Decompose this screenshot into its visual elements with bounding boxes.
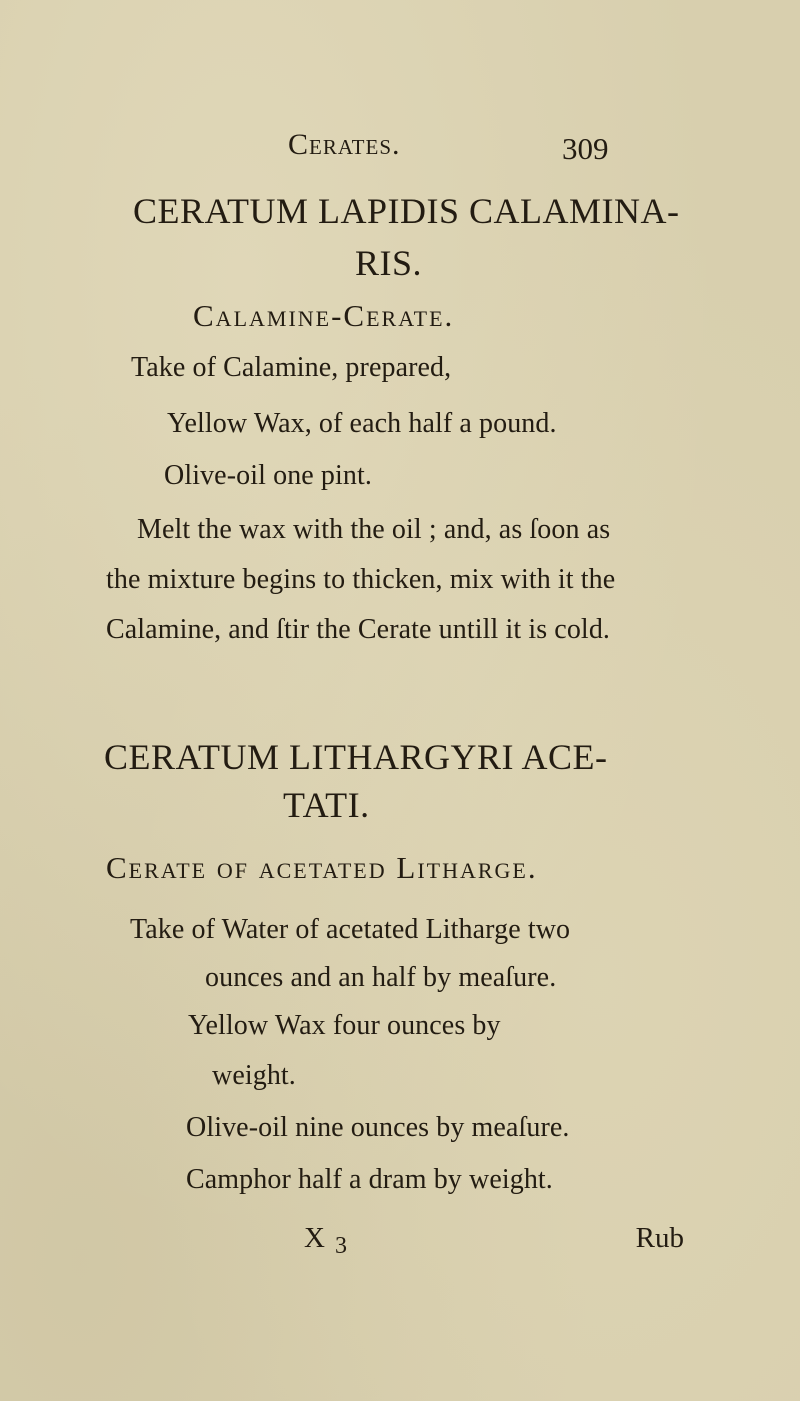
section-2-ingredient-2-line-1: Yellow Wax four ounces by xyxy=(188,1010,501,1041)
section-2-title-line-2: TATI. xyxy=(283,785,370,825)
section-2-subtitle: Cerate of acetated Litharge. xyxy=(106,850,538,885)
catchword: Rub xyxy=(635,1222,684,1254)
section-1-ingredient-3: Olive-oil one pint. xyxy=(164,460,372,491)
signature-letter: X xyxy=(304,1222,325,1254)
section-2-ingredient-1-line-1: Take of Water of acetated Litharge two xyxy=(130,914,571,945)
section-1-instruction-line-1: Melt the wax with the oil ; and, as ſoon as xyxy=(137,514,611,545)
section-1-instruction-line-2: the mixture begins to thicken, mix with it the xyxy=(106,564,616,595)
section-1-ingredient-1: Take of Calamine, prepared, xyxy=(131,352,452,383)
section-1-title-line-2: RIS. xyxy=(355,243,423,283)
section-1-subtitle: Calamine-Cerate. xyxy=(193,298,455,333)
signature-number: 3 xyxy=(334,1233,347,1259)
section-2-ingredient-4: Camphor half a dram by weight. xyxy=(186,1164,553,1195)
section-1-ingredient-2: Yellow Wax, of each half a pound. xyxy=(167,408,557,439)
page-number: 309 xyxy=(562,131,609,166)
signature-mark xyxy=(304,1222,347,1259)
section-2-ingredient-3: Olive-oil nine ounces by meaſure. xyxy=(186,1112,570,1143)
section-2-ingredient-1-line-2: ounces and an half by meaſure. xyxy=(205,962,557,993)
section-1-title-line-1: CERATUM LAPIDIS CALAMINA- xyxy=(133,191,680,231)
running-title: Cerates. xyxy=(288,128,401,161)
section-2-title-line-1: CERATUM LITHARGYRI ACE- xyxy=(104,737,608,777)
section-1-instruction-line-3: Calamine, and ſtir the Cerate untill it is cold. xyxy=(106,614,611,645)
section-2-ingredient-2-line-2: weight. xyxy=(212,1060,296,1091)
